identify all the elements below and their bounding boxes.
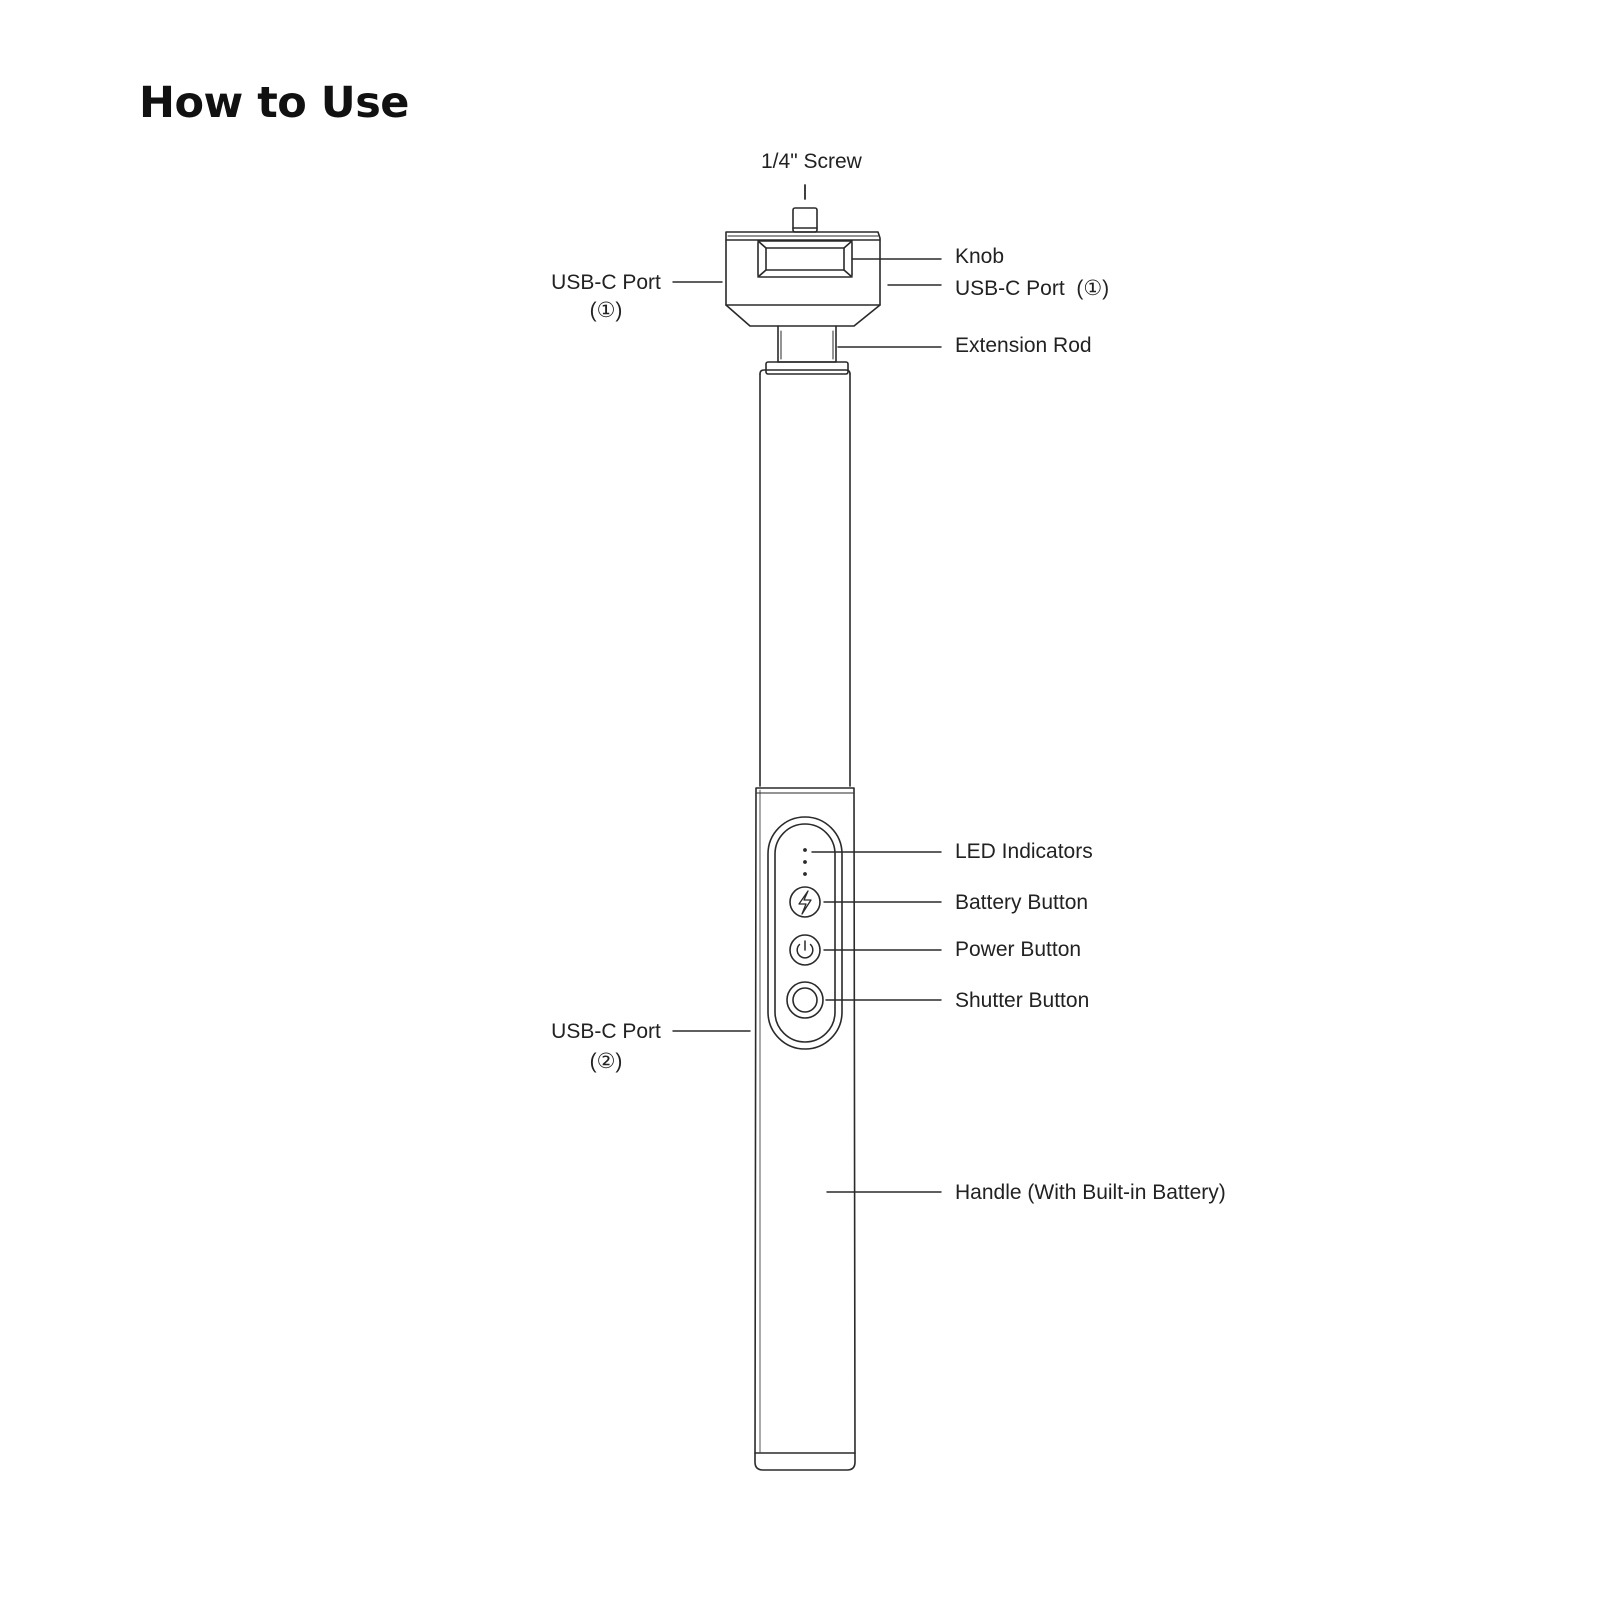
extension-joint <box>766 326 848 374</box>
shutter-button[interactable] <box>787 982 823 1018</box>
label-battery-button: Battery Button <box>955 891 1089 914</box>
label-extension-rod: Extension Rod <box>955 334 1092 357</box>
label-power-button: Power Button <box>955 938 1082 961</box>
knob <box>758 241 852 277</box>
label-handle: Handle (With Built-in Battery) <box>955 1181 1226 1204</box>
handle <box>755 788 855 1470</box>
label-usbc-left-2-text: USB-C Port <box>551 1020 661 1043</box>
led-indicators <box>803 848 807 876</box>
label-usbc-left-1-num: (①) <box>589 299 623 322</box>
label-led-indicators: LED Indicators <box>955 840 1093 863</box>
led-dot <box>803 872 807 876</box>
screw <box>793 185 817 232</box>
label-usbc-left-2-num: (②) <box>589 1050 623 1073</box>
led-dot <box>803 860 807 864</box>
page-title: How to Use <box>139 78 409 128</box>
label-usbc-left-1-text: USB-C Port <box>551 271 661 294</box>
label-usbc-left-1 <box>546 272 666 321</box>
led-dot <box>803 848 807 852</box>
battery-button[interactable] <box>790 887 820 917</box>
label-usbc-right-1: USB-C Port (①) <box>955 277 1110 300</box>
power-button[interactable] <box>790 935 820 965</box>
leader-lines <box>673 259 941 1192</box>
mount-head <box>726 232 880 326</box>
label-usbc-left-2 <box>546 1021 666 1072</box>
label-shutter-button: Shutter Button <box>955 989 1090 1012</box>
extension-rod <box>760 370 850 786</box>
lightning-bolt-icon <box>799 891 811 914</box>
shutter-circle-icon <box>793 988 817 1012</box>
label-screw: 1/4" Screw <box>761 150 862 173</box>
label-knob: Knob <box>955 245 1005 268</box>
